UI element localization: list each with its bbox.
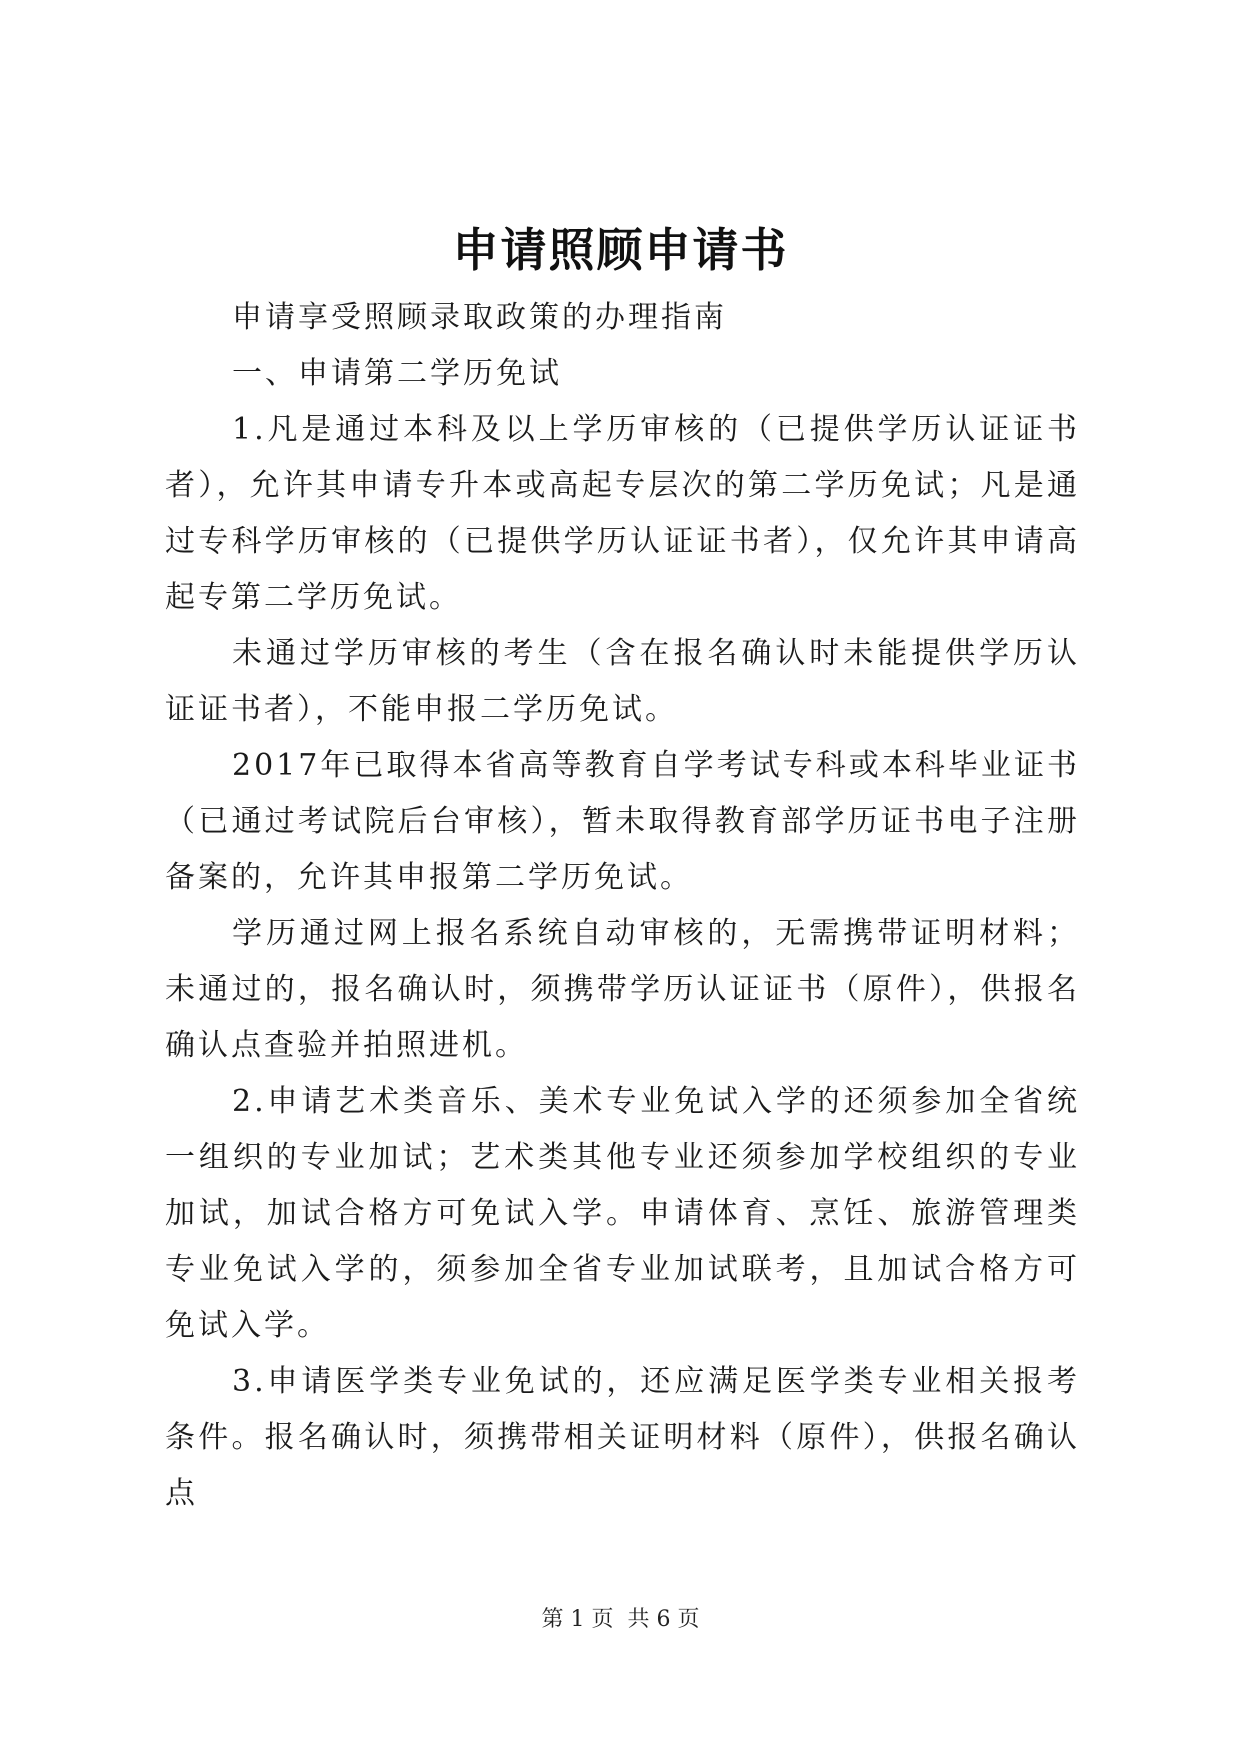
document-title: 申请照顾申请书 <box>452 223 789 277</box>
paragraph-item-2: 2.申请艺术类音乐、美术专业免试入学的还须参加全省统一组织的专业加试；艺术类其他专业还须参加学校组织的专业加试，加试合格方可免试入学。申请体育、烹饪、旅游管理类专业免试入学的，须参加全省专业加试联考，且加试合格方可免试入学。 <box>165 1084 1080 1343</box>
paragraph-section-one: 一、申请第二学历免试 <box>232 356 562 391</box>
page-footer <box>0 1606 1241 1634</box>
page-number: 第 1 页 共 6 页 <box>541 1607 700 1632</box>
paragraph-item-1: 1.凡是通过本科及以上学历审核的（已提供学历认证证书者），允许其申请专升本或高起专层次的第二学历免试；凡是通过专科学历审核的（已提供学历认证证书者），仅允许其申请高起专第二学历免试。 <box>165 412 1080 615</box>
paragraph-2017: 2017年已取得本省高等教育自学考试专科或本科毕业证书（已通过考试院后台审核），暂未取得教育部学历证书电子注册备案的，允许其申报第二学历免试。 <box>165 748 1080 895</box>
paragraph-item-3: 3.申请医学类专业免试的，还应满足医学类专业相关报考条件。报名确认时，须携带相关证明材料（原件），供报名确认点 <box>165 1364 1080 1511</box>
paragraph-online-review: 学历通过网上报名系统自动审核的，无需携带证明材料；未通过的，报名确认时，须携带学历认证证书（原件），供报名确认点查验并拍照进机。 <box>165 916 1080 1063</box>
paragraph-heading-guide: 申请享受照顾录取政策的办理指南 <box>232 300 727 335</box>
paragraph-unverified: 未通过学历审核的考生（含在报名确认时未能提供学历认证证书者），不能申报二学历免试。 <box>165 636 1080 727</box>
document-body <box>165 290 1080 1522</box>
